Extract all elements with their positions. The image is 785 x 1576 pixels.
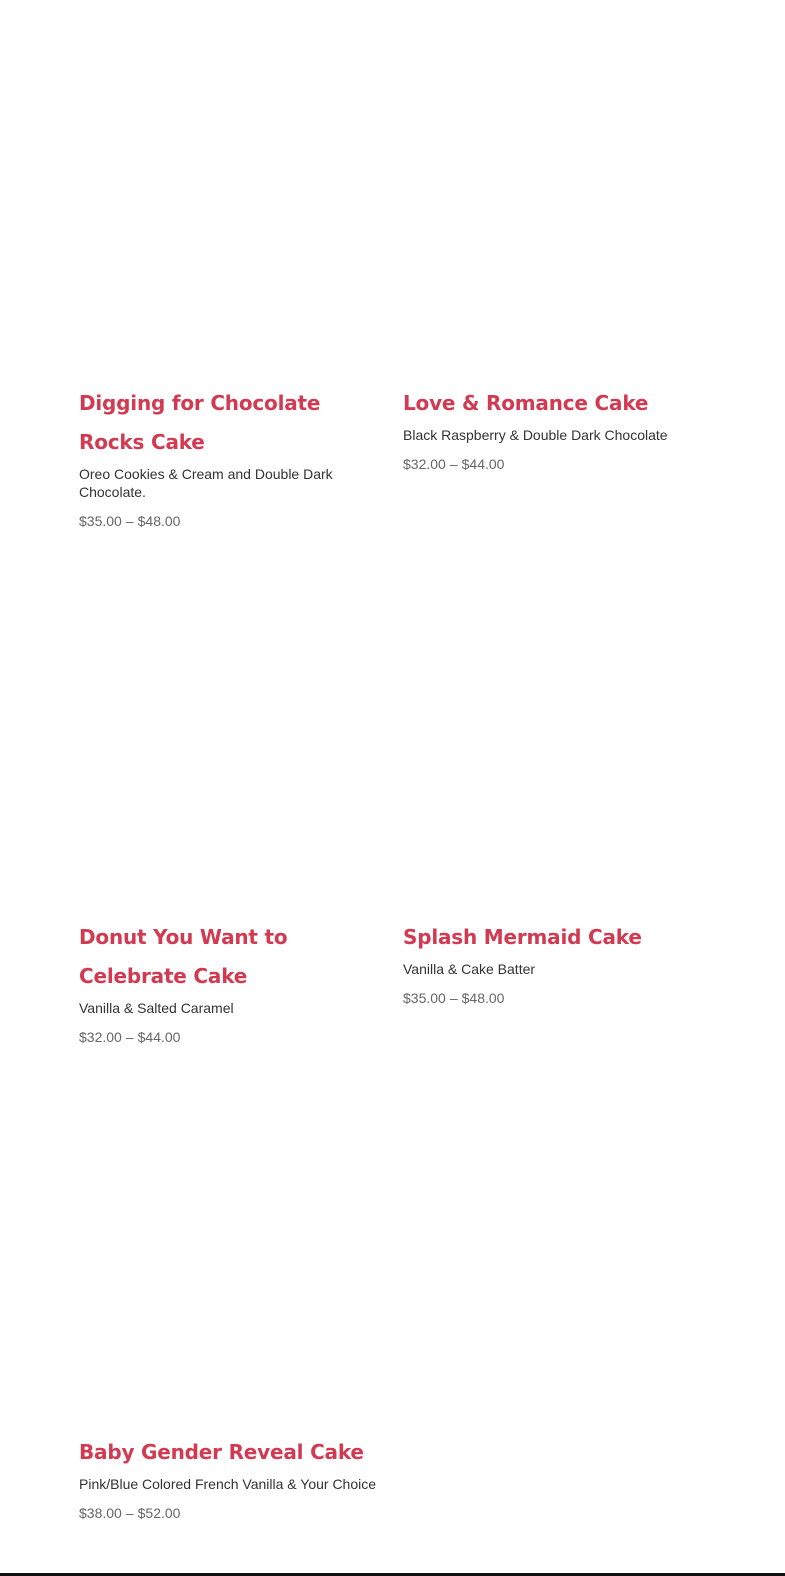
- product-title[interactable]: Baby Gender Reveal Cake: [79, 1440, 364, 1464]
- product-price: [79, 512, 379, 530]
- product-price: [79, 1028, 379, 1046]
- price-max: $52.00: [137, 1505, 181, 1521]
- product-card[interactable]: [79, 1433, 379, 1522]
- price-separator: –: [125, 1505, 134, 1521]
- product-description: Vanilla & Cake Batter: [403, 961, 536, 977]
- product-price: [403, 989, 703, 1007]
- price-min: $32.00: [403, 456, 446, 472]
- price-min: $38.00: [79, 1505, 122, 1521]
- product-image-link[interactable]: [79, 1088, 379, 1428]
- price-separator: –: [449, 456, 458, 472]
- product-card[interactable]: [403, 384, 703, 473]
- price-max: $44.00: [137, 1029, 181, 1045]
- price-max: $48.00: [137, 513, 181, 529]
- product-description: Oreo Cookies & Cream and Double Dark Chocolate.: [79, 466, 333, 500]
- product-card[interactable]: [403, 918, 703, 1007]
- product-title[interactable]: Donut You Want to Celebrate Cake: [79, 925, 288, 988]
- price-separator: –: [125, 1029, 134, 1045]
- product-title[interactable]: Splash Mermaid Cake: [403, 925, 642, 949]
- product-card[interactable]: [79, 918, 379, 1046]
- price-min: $32.00: [79, 1029, 122, 1045]
- product-title[interactable]: Love & Romance Cake: [403, 391, 649, 415]
- product-image-link[interactable]: [79, 573, 379, 913]
- product-title[interactable]: Digging for Chocolate Rocks Cake: [79, 391, 321, 454]
- product-description: Vanilla & Salted Caramel: [79, 1000, 234, 1016]
- product-image-link[interactable]: [79, 39, 379, 379]
- product-image-link[interactable]: [403, 39, 703, 379]
- price-separator: –: [449, 990, 458, 1006]
- price-max: $44.00: [461, 456, 505, 472]
- product-price: [403, 455, 703, 473]
- price-separator: –: [125, 513, 134, 529]
- price-min: $35.00: [79, 513, 122, 529]
- product-card[interactable]: [79, 384, 379, 530]
- product-price: [79, 1504, 379, 1522]
- product-description: Black Raspberry & Double Dark Chocolate: [403, 427, 668, 443]
- product-image-link[interactable]: [403, 573, 703, 913]
- price-max: $48.00: [461, 990, 505, 1006]
- price-min: $35.00: [403, 990, 446, 1006]
- product-description: Pink/Blue Colored French Vanilla & Your Choice: [79, 1476, 377, 1492]
